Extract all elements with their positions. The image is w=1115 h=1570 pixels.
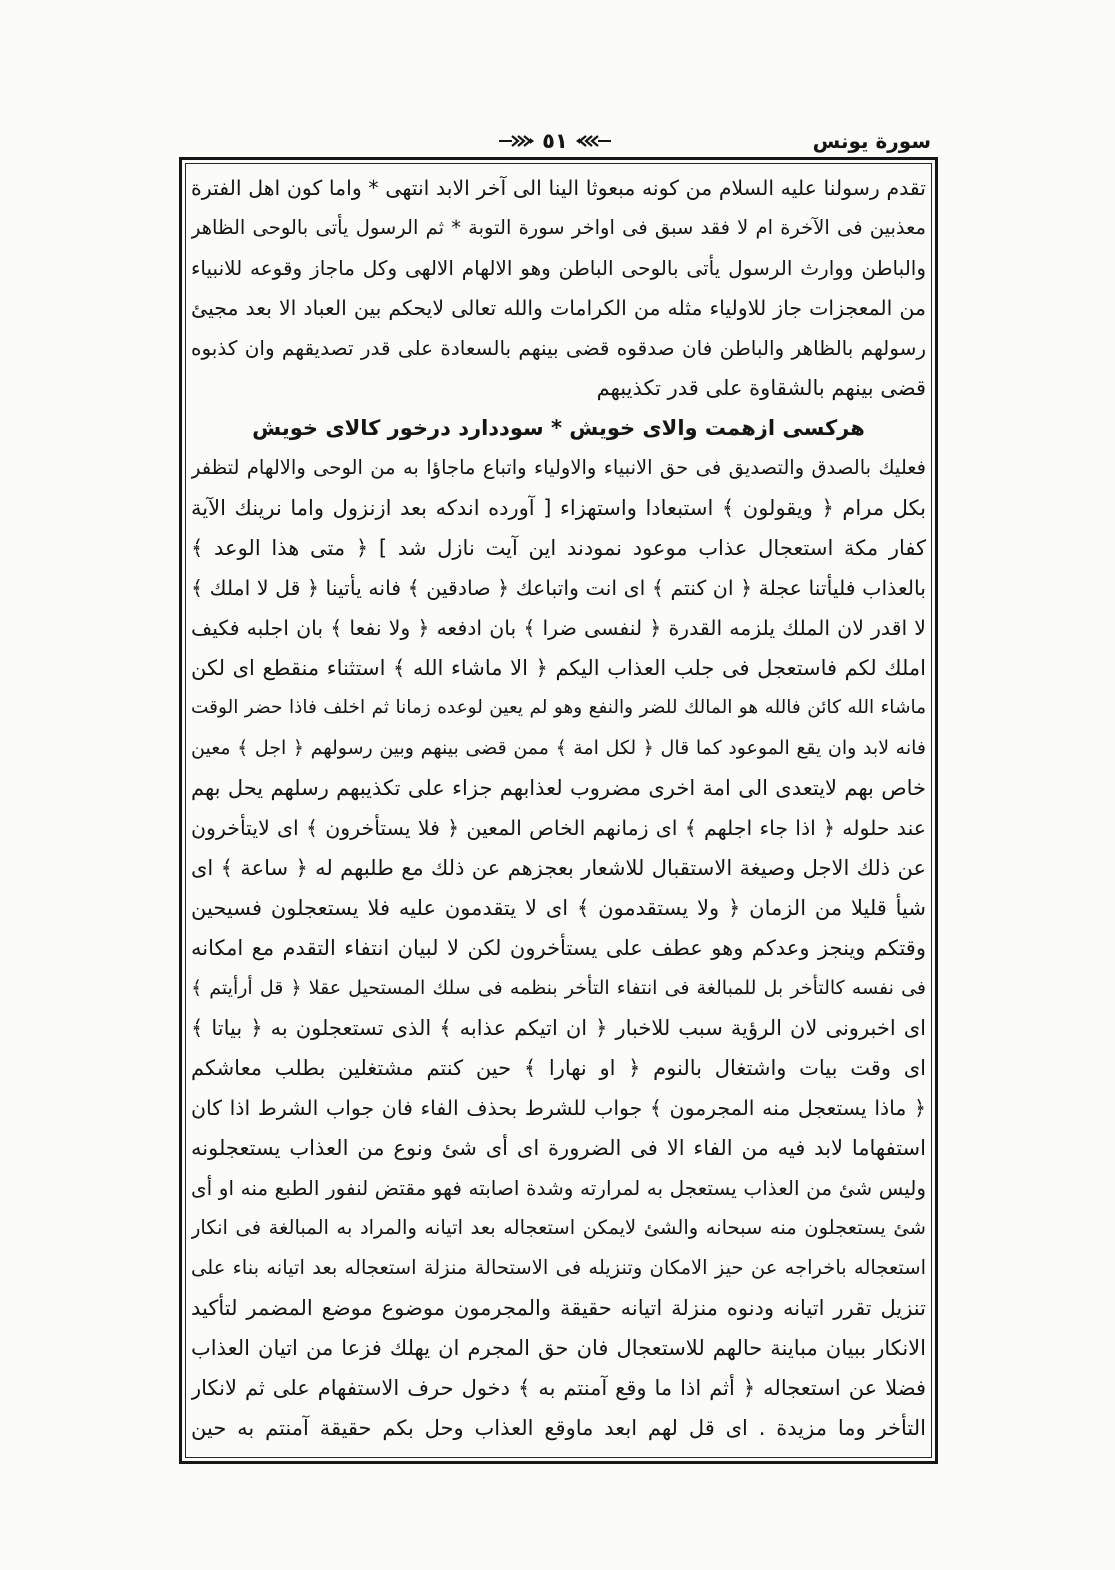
text-line: عن ذلك الاجل وصيغة الاستقبال للاشعار بعجزهم عن ذلك مع طلبهم له ﴿ ساعة ﴾ اى — [191, 856, 926, 880]
text-line: فعليك بالصدق والتصديق فى حق الانبياء والاولياء واتباع ماجاؤا به من الوحى والالهام لتظفر — [191, 456, 926, 479]
page-number: ٥١ — [542, 129, 568, 153]
ornament-left-icon — [498, 134, 536, 148]
text-line: اى وقت بيات واشتغال بالنوم ﴿ او نهارا ﴾ حين كنتم مشتغلين بطلب معاشكم — [191, 1056, 926, 1080]
ornament-right-icon — [574, 134, 612, 148]
text-line: وليس شئ من العذاب يستعجل به لمرارته وشدة اصابته فهو مقتض لنفور الطبع منه او أى — [191, 1176, 926, 1200]
text-line: رسولهم بالظاهر والباطن فان صدقوه قضى بينهم بالسعادة على قدر تصديقهم وان كذبوه — [191, 336, 926, 360]
text-line: بالعذاب فليأتنا عجلة ﴿ ان كنتم ﴾ اى انت واتباعك ﴿ صادقين ﴾ فانه يأتينا ﴿ قل لا املك ﴾ — [191, 576, 926, 600]
page-header-number — [490, 126, 620, 156]
text-line: عند حلوله ﴿ اذا جاء اجلهم ﴾ اى زمانهم الخاص المعين ﴿ فلا يستأخرون ﴾ اى لايتأخرون — [191, 816, 926, 840]
text-line: والباطن ووارث الرسول يأتى بالوحى الباطن وهو الالهام الالهى وكل ماجاز وقوعه للانبياء — [191, 256, 926, 280]
text-line: املك لكم فاستعجل فى جلب العذاب اليكم ﴿ الا ماشاء الله ﴾ استثناء منقطع اى لكن — [191, 656, 926, 680]
text-line: الانكار ببيان مباينة حالهم للاستعجال فان حق المجرم ان يهلك فزعا من اتيان العذاب — [191, 1336, 926, 1360]
text-line: استفهاما لابد فيه من الفاء الا فى الضرورة اى أى شئ ونوع من العذاب يستعجلونه — [191, 1136, 926, 1160]
text-line: معذبين فى الآخرة ام لا فقد سبق فى اواخر سورة التوبة * ثم الرسول يأتى بالوحى الظاهر — [191, 216, 926, 239]
text-line: ماشاء الله كائن فالله هو المالك للضر والنفع وهو لم يعين لوعده زمانا ثم اخلف فاذا حضر الوقت — [191, 697, 926, 718]
body-text — [191, 168, 926, 1448]
text-line: التأخر وما مزيدة . اى قل لهم ابعد ماوقع العذاب وحل بكم حقيقة آمنتم به حين — [191, 1416, 926, 1440]
text-line: بكل مرام ﴿ ويقولون ﴾ استبعادا واستهزاء [ آورده اندكه بعد ازنزول واما نرينك الآية — [191, 496, 926, 520]
text-line: قضى بينهم بالشقاوة على قدر تكذيبهم — [596, 376, 926, 400]
text-line: فضلا عن استعجاله ﴿ أثم اذا ما وقع آمنتم به ﴾ دخول حرف الاستفهام على ثم لانكار — [191, 1376, 926, 1400]
text-line: من المعجزات جاز للاولياء مثله من الكرامات والله تعالى لايحكم بين العباد الا بعد مجيئ — [191, 296, 926, 320]
text-line: فى نفسه كالتأخر بل للمبالغة فى انتفاء التأخر بنظمه فى سلك المستحيل عقلا ﴿ قل أرأيتم ﴾ — [191, 977, 926, 999]
text-line: فانه لابد وان يقع الموعود كما قال ﴿ لكل امة ﴾ ممن قضى بينهم وبين رسولهم ﴿ اجل ﴾ معين — [191, 737, 926, 759]
surah-title: سورة يونس — [812, 129, 931, 153]
verse-line: هركسى ازهمت والاى خويش * سوددارد درخور كالاى خويش — [252, 416, 865, 440]
text-line: تنزيل تقرر اتيانه ودنوه منزلة اتيانه حقيقة والمجرمون موضوع موضع المضمر لتأكيد — [191, 1296, 926, 1320]
text-line: تقدم رسولنا عليه السلام من كونه مبعوثا الينا الى آخر الابد انتهى * واما كون اهل الفترة — [191, 176, 926, 200]
text-line: خاص بهم لايتعدى الى امة اخرى مضروب لعذابهم جزاء على تكذيبهم رسلهم يحل بهم — [191, 776, 926, 800]
text-line: وقتكم وينجز وعدكم وهو عطف على يستأخرون لكن لا لبيان انتفاء التقدم مع امكانه — [191, 936, 926, 960]
text-line: شيأ قليلا من الزمان ﴿ ولا يستقدمون ﴾ اى لا يتقدمون عليه فلا يستعجلون فسيحين — [191, 896, 926, 920]
text-line: ﴿ ماذا يستعجل منه المجرمون ﴾ جواب للشرط بحذف الفاء فان جواب الشرط اذا كان — [191, 1096, 926, 1120]
text-line: اى اخبرونى لان الرؤية سبب للاخبار ﴿ ان اتيكم عذابه ﴾ الذى تستعجلون به ﴿ بياتا ﴾ — [191, 1016, 926, 1040]
text-line: كفار مكة استعجال عذاب موعود نمودند اين آيت نازل شد ] ﴿ متى هذا الوعد ﴾ — [191, 536, 926, 560]
text-line: شئ يستعجلون منه سبحانه والشئ لايمكن استعجاله بعد اتيانه والمراد به المبالغة فى انكار — [191, 1216, 926, 1239]
text-line: لا اقدر لان الملك يلزمه القدرة ﴿ لنفسى ضرا ﴾ بان ادفعه ﴿ ولا نفعا ﴾ بان اجلبه فكيف — [191, 616, 926, 640]
text-line: استعجاله باخراجه عن حيز الامكان وتنزيله فى الاستحالة منزلة استعجاله بعد اتيانه بناء على — [191, 1256, 926, 1279]
